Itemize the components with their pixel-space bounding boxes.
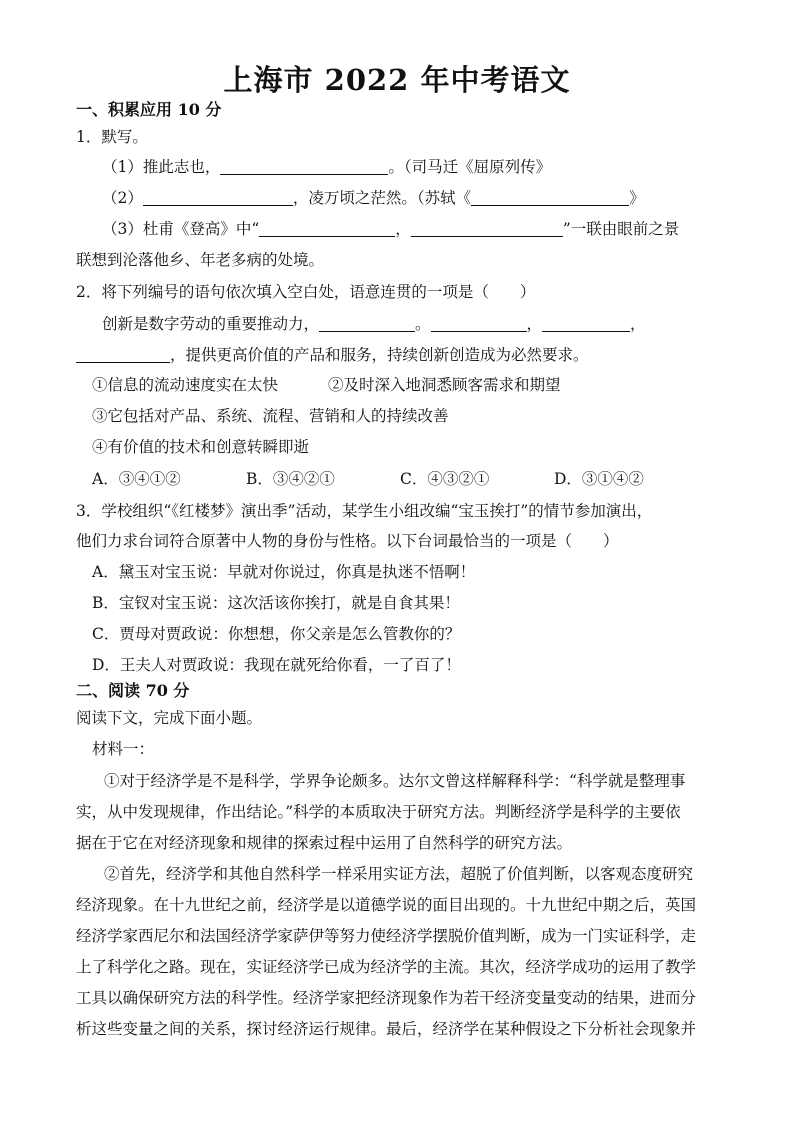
fill-blank-5[interactable] [411, 220, 563, 237]
paragraph-line: 工具以确保研究方法的科学性。经济学家把经济现象作为若干经济变量变动的结果，进而分 [76, 989, 697, 1007]
q2-item-4: ④有价值的技术和创意转瞬即逝 [92, 438, 310, 456]
q2-options [92, 468, 644, 490]
q1-line3-text-a: （3）杜甫《登高》中“ [102, 220, 260, 238]
q2-blank-4[interactable] [76, 346, 170, 363]
q2-passage-line-2 [76, 344, 589, 366]
paragraph-line: ①对于经济学是不是科学，学界争论颇多。达尔文曾这样解释科学：“科学就是整理事 [104, 772, 686, 790]
q1-line2-text-c: 》 [629, 189, 645, 207]
q1-line1-text-b: 。（司马迁《屈原列传》 [388, 158, 552, 176]
page-title: 上海市 2022 年中考语文 [223, 63, 571, 97]
q2-item-1: ①信息的流动速度实在太快 [92, 376, 279, 394]
q2-blank-3[interactable] [542, 315, 630, 332]
q1-line3-text-b: ， [395, 220, 411, 238]
q1-label: 1．默写。 [76, 128, 148, 146]
paragraph-line: 上了科学化之路。现在，实证经济学已成为经济学的主流。其次，经济学成功的运用了教学 [76, 958, 697, 976]
fill-blank-2[interactable] [143, 189, 293, 206]
paragraph-line: 据在于它在对经济现象和规律的探索过程中运用了自然科学的研究方法。 [76, 834, 573, 852]
q1-line-3 [102, 218, 679, 240]
q2-items-row-1 [92, 374, 561, 396]
q2-item-3: ③它包括对产品、系统、流程、营销和人的持续改善 [92, 407, 449, 425]
q1-line2-text-b: ，凌万顷之茫然。（苏轼《 [292, 189, 472, 207]
q1-line2-text-a: （2） [102, 189, 143, 207]
q2-option-c[interactable]: C．④③②① [400, 470, 490, 488]
fill-blank-3[interactable] [471, 189, 629, 206]
q2-blank-1[interactable] [319, 315, 415, 332]
q3-option-c[interactable]: C．贾母对贾政说：你想想，你父亲是怎么管教你的？ [92, 625, 461, 643]
q2-passage-line-1 [102, 313, 646, 335]
q1-line3-text-c: ”一联由眼前之景 [562, 220, 680, 238]
reading-intro: 阅读下文，完成下面小题。 [76, 709, 263, 727]
q1-line-2 [102, 187, 645, 209]
q3-option-d[interactable]: D．王夫人对贾政说：我现在就死给你看，一了百了！ [92, 656, 461, 674]
q2-passage-e: ，提供更高价值的产品和服务，持续创新创造成为必然要求。 [170, 346, 589, 364]
q3-stem-line-1: 3．学校组织“《红楼梦》演出季”活动，某学生小组改编“宝玉挨打”的情节参加演出， [76, 502, 653, 520]
q2-item-2: ②及时深入地洞悉顾客需求和期望 [328, 376, 561, 394]
fill-blank-1[interactable] [220, 158, 388, 175]
section-heading-2: 二、阅读 70 分 [76, 681, 190, 700]
q2-passage-d: ， [630, 315, 646, 333]
q1-line-4: 联想到沦落他乡、年老多病的处境。 [76, 251, 325, 269]
q2-passage-c: ， [526, 315, 543, 333]
q2-option-b[interactable]: B．③④②① [246, 470, 335, 488]
material-label: 材料一： [92, 740, 155, 758]
q1-line-1 [102, 156, 551, 178]
q2-passage-b: 。 [415, 315, 431, 333]
q2-option-a[interactable]: A．③④①② [92, 470, 181, 488]
paragraph-line: ②首先，经济学和其他自然科学一样采用实证方法，超脱了价值判断，以客观态度研究 [104, 865, 694, 883]
paragraph-line: 经济学家西尼尔和法国经济学家萨伊等努力使经济学摆脱价值判断，成为一门实证科学，走 [76, 927, 697, 945]
q2-stem: 2．将下列编号的语句依次填入空白处，语意连贯的一项是（ ） [76, 283, 536, 301]
q3-option-a[interactable]: A．黛玉对宝玉说：早就对你说过，你真是执迷不悟啊！ [92, 563, 476, 581]
q3-option-b[interactable]: B．宝钗对宝玉说：这次活该你挨打，就是自食其果！ [92, 594, 460, 612]
q2-blank-2[interactable] [431, 315, 527, 332]
section-heading-1: 一、积累应用 10 分 [76, 100, 222, 119]
q2-passage-a: 创新是数字劳动的重要推动力， [102, 315, 320, 333]
paragraph-line: 经济现象。在十九世纪之前，经济学是以道德学说的面目出现的。十九世纪中期之后，英国 [76, 896, 697, 914]
q3-stem-line-2: 他们力求台词符合原著中人物的身份与性格。以下台词最恰当的一项是（ ） [76, 532, 619, 550]
fill-blank-4[interactable] [259, 220, 395, 237]
paragraph-line: 实，从中发现规律，作出结论。”科学的本质取决于研究方法。判断经济学是科学的主要依 [76, 803, 681, 821]
paragraph-line: 析这些变量之间的关系，探讨经济运行规律。最后，经济学在某种假设之下分析社会现象并 [76, 1020, 697, 1038]
q1-line1-text-a: （1）推此志也， [102, 158, 221, 176]
q2-option-d[interactable]: D．③①④② [554, 470, 644, 488]
